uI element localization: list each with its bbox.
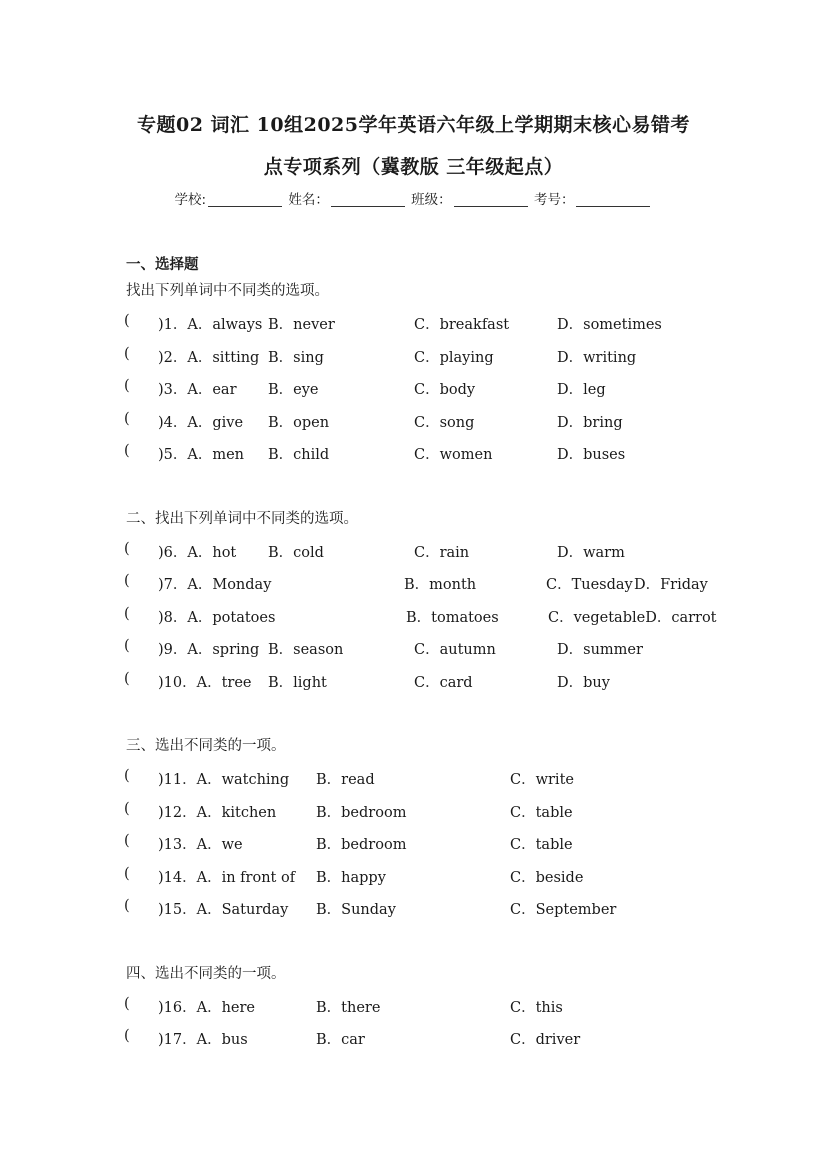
option-b: B．season (268, 642, 344, 658)
question-stem-option-a: )4．A．give (158, 415, 244, 431)
answer-paren[interactable]: ( (124, 313, 130, 329)
question-row (124, 638, 724, 660)
answer-paren[interactable]: ( (124, 638, 130, 654)
question-stem-option-a: )2．A．sitting (158, 350, 260, 366)
question-row (124, 1028, 724, 1050)
question-row (124, 768, 724, 790)
option-c: C．card (414, 675, 473, 691)
option-b: B．Sunday (316, 902, 396, 918)
option-b: B．happy (316, 870, 386, 886)
question-stem-option-a: )10．A．tree (158, 675, 252, 691)
option-d: D．buy (557, 675, 610, 691)
option-c: C．breakfast (414, 317, 510, 333)
question-row (124, 801, 724, 823)
answer-paren[interactable]: ( (124, 833, 130, 849)
answer-paren[interactable]: ( (124, 443, 130, 459)
student-info-line (0, 188, 827, 208)
page-title-line-2: 点专项系列（冀教版 三年级起点） (263, 156, 564, 178)
option-d: D．bring (557, 415, 623, 431)
option-c: C．September (510, 902, 617, 918)
exam-no-blank[interactable] (576, 192, 650, 207)
question-stem-option-a: )1．A．always (158, 317, 263, 333)
class-blank[interactable] (454, 192, 528, 207)
option-c: C．rain (414, 545, 470, 561)
option-d: D．Friday (634, 577, 708, 593)
school-label: 学校: (174, 192, 207, 208)
answer-paren[interactable]: ( (124, 346, 130, 362)
option-b: B．there (316, 1000, 381, 1016)
question-row (124, 833, 724, 855)
option-b: B．light (268, 675, 327, 691)
option-b: B．bedroom (316, 837, 407, 853)
option-b: B．car (316, 1032, 365, 1048)
question-stem-option-a: )15．A．Saturday (158, 902, 289, 918)
option-b: B．read (316, 772, 375, 788)
option-c: C．this (510, 1000, 563, 1016)
option-c: C．beside (510, 870, 584, 886)
exam-no-label: 考号： (533, 192, 575, 208)
option-c: C．write (510, 772, 574, 788)
answer-paren[interactable]: ( (124, 541, 130, 557)
question-row (124, 606, 724, 628)
question-row (124, 573, 724, 595)
question-stem-option-a: )14．A．in front of (158, 870, 296, 886)
option-d: D．buses (557, 447, 626, 463)
option-b: B．never (268, 317, 335, 333)
page-title-line-1: 专题02 词汇 10组2025学年英语六年级上学期期末核心易错考 (137, 114, 690, 136)
answer-paren[interactable]: ( (124, 671, 130, 687)
section-1-instruction: 找出下列单词中不同类的选项。 (126, 283, 329, 299)
section-3-heading: 三、选出不同类的一项。 (126, 738, 286, 754)
answer-paren[interactable]: ( (124, 606, 130, 622)
option-d: D．leg (557, 382, 606, 398)
option-d: D．summer (557, 642, 643, 658)
school-blank[interactable] (208, 192, 282, 207)
question-stem-option-a: )8．A．potatoes (158, 610, 276, 626)
option-b: B．cold (268, 545, 324, 561)
question-stem-option-a: )17．A．bus (158, 1032, 248, 1048)
answer-paren[interactable]: ( (124, 768, 130, 784)
option-c: C．table (510, 837, 573, 853)
option-d: D．warm (557, 545, 625, 561)
question-row (124, 671, 724, 693)
section-1-heading: 一、选择题 (126, 257, 199, 273)
question-row (124, 866, 724, 888)
option-c: C．body (414, 382, 476, 398)
question-row (124, 411, 724, 433)
question-stem-option-a: )12．A．kitchen (158, 805, 277, 821)
option-b: B．open (268, 415, 330, 431)
answer-paren[interactable]: ( (124, 866, 130, 882)
option-c: C．table (510, 805, 573, 821)
option-c: C．song (414, 415, 475, 431)
answer-paren[interactable]: ( (124, 996, 130, 1012)
question-stem-option-a: )13．A．we (158, 837, 243, 853)
option-d: D．writing (557, 350, 637, 366)
option-c: C．Tuesday (546, 577, 633, 593)
option-c: C．women (414, 447, 493, 463)
option-c: C．playing (414, 350, 494, 366)
answer-paren[interactable]: ( (124, 801, 130, 817)
answer-paren[interactable]: ( (124, 1028, 130, 1044)
option-b: B．eye (268, 382, 319, 398)
question-row (124, 541, 724, 563)
option-b: B．bedroom (316, 805, 407, 821)
option-c: C．driver (510, 1032, 581, 1048)
question-stem-option-a: )16．A．here (158, 1000, 256, 1016)
question-stem-option-a: )9．A．spring (158, 642, 260, 658)
option-b: B．child (268, 447, 330, 463)
section-2-heading: 二、找出下列单词中不同类的选项。 (126, 511, 358, 527)
option-b: B．tomatoes (406, 610, 499, 626)
question-stem-option-a: )7．A．Monday (158, 577, 272, 593)
question-row (124, 313, 724, 335)
answer-paren[interactable]: ( (124, 898, 130, 914)
name-blank[interactable] (331, 192, 405, 207)
question-row (124, 898, 724, 920)
question-row (124, 378, 724, 400)
question-stem-option-a: )6．A．hot (158, 545, 237, 561)
answer-paren[interactable]: ( (124, 378, 130, 394)
class-label: 班级： (411, 192, 452, 208)
question-row (124, 443, 724, 465)
question-stem-option-a: )5．A．men (158, 447, 245, 463)
name-label: 姓名： (288, 192, 329, 208)
question-row (124, 996, 724, 1018)
question-row (124, 346, 724, 368)
option-b: B．sing (268, 350, 324, 366)
option-c: C．autumn (414, 642, 496, 658)
answer-paren[interactable]: ( (124, 411, 130, 427)
option-c-d: C．vegetableD．carrot (548, 610, 717, 626)
question-stem-option-a: )3．A．ear (158, 382, 237, 398)
section-4-heading: 四、选出不同类的一项。 (126, 966, 286, 982)
option-d: D．sometimes (557, 317, 662, 333)
answer-paren[interactable]: ( (124, 573, 130, 589)
option-b: B．month (404, 577, 477, 593)
question-stem-option-a: )11．A．watching (158, 772, 290, 788)
